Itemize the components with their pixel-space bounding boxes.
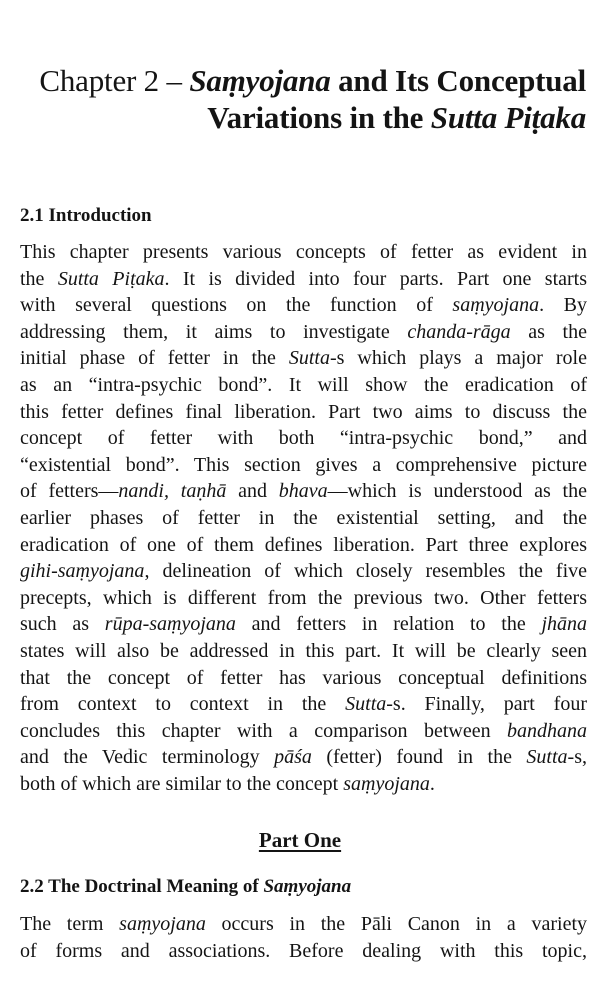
text-line: [20, 399, 587, 426]
text-run: -s. Finally, part four: [386, 693, 587, 716]
text-run: The term: [20, 913, 120, 935]
text-run: as an “intra-psychic bond”. It will show the eradication of: [20, 373, 587, 396]
chapter-title-line-2: [6, 99, 586, 136]
text-line: [20, 638, 587, 665]
italic-term: gihi-saṃyojana: [20, 560, 145, 583]
text-line: [20, 611, 587, 638]
text-line: [20, 665, 587, 692]
text-line: [20, 292, 587, 319]
text-run: . It is divided into four parts. Part one starts: [164, 267, 588, 290]
introduction-paragraph: [20, 239, 587, 797]
italic-term: nandi, taṇhā: [118, 480, 227, 503]
text-line: [20, 532, 587, 559]
text-run: concludes this chapter with a comparison between: [20, 719, 507, 742]
text-line: [20, 372, 587, 399]
text-run: .: [429, 772, 435, 795]
text-run: such as: [20, 613, 105, 636]
text-run: and the Vedic terminology: [20, 746, 275, 769]
text-run: (fetter) found in the: [311, 746, 527, 769]
text-line: [20, 911, 587, 938]
text-run: occurs in the Pāli Canon in a variety: [205, 913, 587, 935]
text-run: -s,: [567, 746, 587, 769]
text-line: [20, 585, 587, 612]
chapter-title-term: Saṃyojana: [189, 63, 331, 98]
section-heading-term: Saṃyojana: [263, 876, 352, 897]
italic-term: chanda-rāga: [407, 320, 511, 343]
italic-term: bhava: [278, 480, 328, 503]
text-line: [20, 771, 587, 798]
text-line: [20, 744, 587, 771]
italic-term: rūpa-saṃyojana: [104, 613, 236, 636]
text-run: and: [226, 480, 279, 503]
text-run: This chapter presents various concepts of fetter as evident in: [20, 241, 587, 263]
text-run: and fetters in relation to the: [235, 613, 542, 636]
italic-term: Sutta Piṭaka: [57, 267, 165, 290]
text-run: this fetter defines final liberation. Part two aims to discuss the: [20, 400, 587, 423]
italic-term: saṃyojana: [119, 913, 206, 935]
text-run: —which is understood as the: [327, 480, 587, 503]
text-run: with several questions on the function of: [20, 294, 453, 317]
text-line: [20, 558, 587, 585]
text-line: [20, 425, 587, 452]
text-line: [20, 478, 587, 505]
text-run: the: [20, 267, 58, 290]
text-run: initial phase of fetter in the: [20, 347, 289, 370]
text-run: earlier phases of fetter in the existential setting, and the: [20, 506, 587, 529]
chapter-number: Chapter 2 –: [39, 63, 190, 98]
chapter-title-line-1: [6, 62, 586, 99]
chapter-title-text: and Its Conceptual: [330, 63, 586, 98]
text-run: that the concept of fetter has various conceptual definitions: [20, 666, 587, 689]
text-run: addressing them, it aims to investigate: [20, 320, 408, 343]
section-heading-text: 2.2 The Doctrinal Meaning of: [20, 876, 264, 897]
chapter-title-text-2: Variations in the: [207, 100, 431, 135]
chapter-title-term-2: Sutta Piṭaka: [430, 100, 586, 135]
text-line: [20, 319, 587, 346]
text-run: -s which plays a major role: [329, 347, 587, 370]
text-line: [20, 505, 587, 532]
italic-term: Sutta: [345, 693, 387, 716]
section-heading-doctrinal-meaning: [20, 876, 351, 898]
text-line: [20, 239, 587, 266]
doctrinal-paragraph: [20, 911, 587, 964]
italic-term: jhāna: [541, 613, 587, 636]
italic-term: saṃyojana: [343, 772, 430, 795]
text-run: both of which are similar to the concept: [20, 772, 344, 795]
chapter-title: [6, 62, 586, 136]
italic-term: bandhana: [507, 719, 587, 742]
text-run: of forms and associations. Before dealing with this topic,: [20, 939, 587, 962]
text-run: of fetters—: [20, 480, 119, 503]
text-run: “existential bond”. This section gives a comprehensive picture: [20, 453, 587, 476]
text-line: [20, 266, 587, 293]
text-run: . By: [539, 294, 587, 317]
text-run: eradication of one of them defines liberation. Part three explores: [20, 533, 587, 556]
italic-term: saṃyojana: [452, 294, 540, 317]
text-line: [20, 345, 587, 372]
text-run: , delineation of which closely resembles the five: [144, 560, 587, 583]
italic-term: pāśa: [274, 746, 312, 769]
italic-term: Sutta: [526, 746, 568, 769]
text-run: from context to context in the: [20, 693, 346, 716]
italic-term: Sutta: [288, 347, 330, 370]
text-line: [20, 691, 587, 718]
text-line: [20, 938, 587, 965]
section-heading-introduction: 2.1 Introduction: [20, 205, 152, 226]
text-run: precepts, which is different from the previous two. Other fetters: [20, 586, 587, 609]
text-run: concept of fetter with both “intra-psychic bond,” and: [20, 427, 587, 450]
part-heading: Part One: [258, 828, 342, 852]
text-line: [20, 452, 587, 479]
text-run: states will also be addressed in this part. It will be clearly seen: [20, 639, 587, 662]
text-line: [20, 718, 587, 745]
text-run: as the: [510, 320, 587, 343]
